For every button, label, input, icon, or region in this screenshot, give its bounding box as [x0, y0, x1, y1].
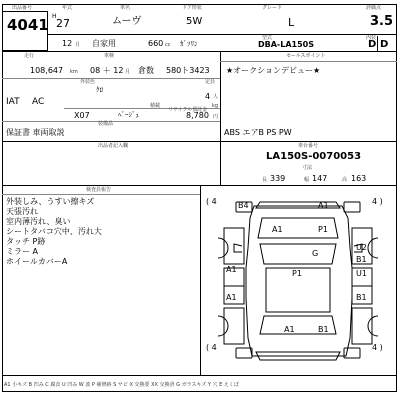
damage-p1-hood: P1 [318, 225, 328, 234]
color-value: ｸﾛ [96, 86, 103, 94]
footer-divider [2, 375, 397, 376]
tire-front-right [344, 202, 360, 212]
mileage-value: 108,647 [30, 66, 64, 75]
row-divider-2 [2, 141, 397, 142]
damage-a1-top-right: A1 [318, 201, 329, 210]
inspector-line: シートタバコ穴中、汚れ大 [6, 227, 102, 236]
inspector-line: 室内薄汚れ、臭い [6, 217, 71, 226]
right-side-rear [352, 308, 372, 344]
tire-depth-rear-right: 4 ) [372, 343, 383, 352]
width-value: 147 [312, 174, 328, 183]
height-label: 高 [342, 177, 348, 183]
year-label: 年式 [62, 5, 73, 11]
chassis-sub-label: 寸法 [302, 165, 313, 171]
chassis-number: LA150S-0070053 [266, 151, 362, 162]
fuel-value: ｶﾞｿﾘﾝ [180, 40, 198, 48]
interior-color: ﾍﾞｰｼﾞｭ [118, 111, 139, 119]
maker-label: 車名 [120, 5, 131, 11]
tire-rear-left [236, 348, 252, 358]
interior-grade: D [368, 39, 377, 50]
damage-p1-roof: P1 [292, 269, 302, 278]
mileage-unit: km [70, 69, 78, 75]
inspection-unit: 月 [125, 69, 131, 75]
trans-value: IAT [6, 97, 20, 107]
inspector-line: 外装しみ、うすい擦キズ [6, 197, 95, 206]
era-mark: H [52, 13, 57, 20]
header-divider [48, 34, 397, 35]
seats-unit: 人 [213, 94, 219, 100]
grade-value: L [288, 16, 295, 29]
inspector-title: 検査員報告 [86, 187, 112, 193]
width-label: 幅 [304, 177, 310, 183]
inspection-label: 車検 [104, 53, 115, 59]
inspector-line: ミラー A [6, 247, 39, 256]
car-outline-svg [200, 188, 396, 374]
damage-b1-right-rear: B1 [356, 293, 367, 302]
docs-text: 保証書 車両取説 [6, 128, 65, 137]
car-name: ムーヴ [112, 16, 142, 27]
color-code: X07 [74, 111, 90, 120]
damage-b1-right-front: B1 [356, 255, 367, 264]
dimensions-value: 580ト3423 [166, 66, 210, 75]
equipment-text: ABS エアB PS PW [224, 128, 292, 137]
sales-point-text: ★オークションデビュー★ [226, 66, 321, 75]
score-value: 3.5 [370, 14, 394, 29]
sales-point-rule [220, 61, 397, 62]
inspector-line: 天張汚れ [6, 207, 38, 216]
model-code: DBA-LA150S [258, 40, 314, 49]
mid-divider-top [220, 51, 221, 141]
length-value: 339 [270, 174, 286, 183]
left-side-rear [224, 308, 244, 344]
damage-b4: B4 [238, 201, 249, 210]
footer-legend: A1 小キズ B 凹み C 腐食 U 凹み W 波 P 補修跡 S サビ X 交換要 XX 交換済 G ガラスキズ Y 穴 E えくぼ [4, 382, 239, 388]
damage-a1-hood-left: A1 [272, 225, 283, 234]
grade-split [377, 36, 378, 51]
damage-a1-left-mid: A1 [226, 293, 237, 302]
windshield [260, 244, 336, 264]
notes-title: 出品者記入欄 [98, 143, 129, 149]
sub-label: 装備品 [98, 121, 114, 127]
length-label: 長 [262, 177, 268, 183]
inspection-value: 08 ＋ 12 [90, 66, 124, 75]
recycle-label: リサイクル預託金 [168, 107, 208, 113]
tire-depth-front-right: 4 ) [372, 197, 383, 206]
grade-label: グレード [262, 5, 283, 11]
row-divider-1 [2, 51, 397, 52]
seats-value: 4 [205, 92, 211, 101]
use-value: 自家用 [92, 39, 116, 48]
mid-divider-mid [220, 141, 221, 185]
doors-label: ドア形状 [182, 5, 202, 11]
lot-label: 出品番号 [12, 5, 33, 11]
damage-g-glass: G [312, 249, 319, 258]
month-unit: 月 [75, 42, 81, 48]
mirror-left [234, 244, 242, 252]
height-value: 163 [351, 174, 367, 183]
damage-b1-rear: B1 [318, 325, 329, 334]
mileage-label: 走行 [24, 53, 35, 59]
year-value: 27 [56, 17, 70, 30]
load-unit: kg [212, 103, 219, 109]
score-label: 評価点 [366, 5, 382, 11]
cc-unit: cc [165, 42, 171, 48]
inspector-line: ホイールカバーA [6, 257, 68, 266]
damage-u1: U1 [356, 269, 367, 278]
kura-label: 倉数 [138, 66, 154, 75]
month-value: 12 [62, 39, 73, 48]
inspector-line: タッチ P跡 [6, 237, 46, 246]
exterior-grade: D [380, 39, 389, 50]
tire-depth-front-left: ( 4 [206, 197, 217, 206]
lot-number: 4041 [7, 16, 49, 34]
damage-u2: U2 [356, 243, 367, 252]
inspector-rule [2, 194, 200, 195]
car-diagram [200, 188, 396, 374]
interior-label: 内装 [366, 35, 377, 41]
spec-divider-1 [2, 78, 220, 79]
tire-depth-rear-left: ( 4 [206, 343, 217, 352]
color-label: 外装色 [80, 79, 96, 85]
damage-a1-left-front: A1 [226, 265, 237, 274]
cc-value: 660 [148, 39, 164, 48]
chassis-label: 車台番号 [298, 143, 319, 149]
damage-a1-rear: A1 [284, 325, 295, 334]
load-label: 積載 [150, 103, 161, 109]
recycle-value: 8,780 [186, 111, 209, 120]
seats-label: 定員 [205, 79, 216, 85]
recycle-unit: 円 [213, 114, 219, 120]
ac-value: AC [32, 97, 45, 107]
doors-value: 5W [186, 16, 203, 27]
sales-point-title: セールスポイント [286, 53, 326, 59]
type-label: 型式 [262, 35, 273, 41]
